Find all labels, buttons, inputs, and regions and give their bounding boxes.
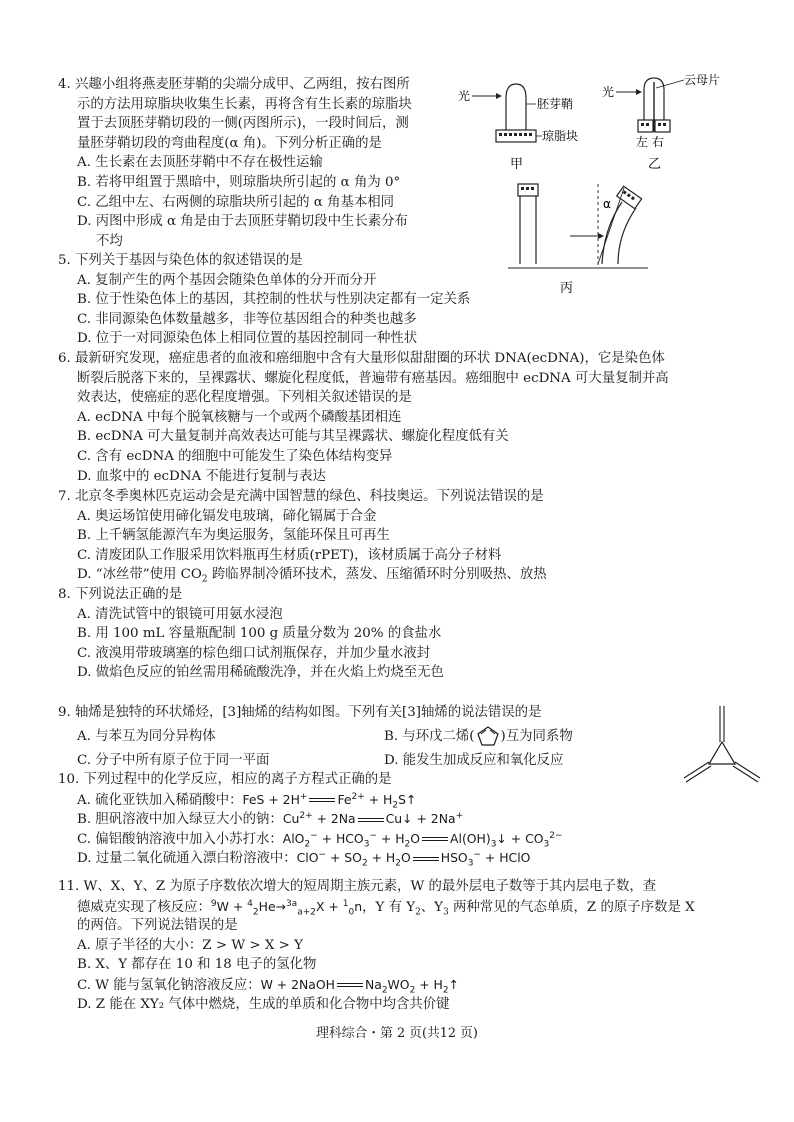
q4-stem-line: 量胚芽鞘切段的弯曲程度(α 角)。下列分析正确的是: [77, 135, 382, 151]
q6-option-a: A. ecDNA 中每个脱氧核糖与一个或两个磷酸基团相连: [77, 409, 402, 425]
q11-option-d: D. Z 能在 XY₂ 气体中燃烧，生成的单质和化合物中均含共价键: [77, 996, 450, 1012]
q7-option-a: A. 奥运场馆使用碲化镉发电玻璃，碲化镉属于合金: [77, 508, 377, 524]
q10-option-b: B. 胆矾溶液中加入绿豆大小的钠：$Cu^{2+} + 2Na$ Cu↓ + 2Na+: [77, 811, 464, 828]
radialene-structure: [682, 702, 762, 792]
coleoptile-jia: [506, 84, 526, 130]
question-4: [58, 75, 412, 251]
bing-arrow-head: [598, 233, 604, 239]
q4-fig-left-right: 左 右: [636, 135, 664, 149]
q5-option-c: C. 非同源染色体数量越多，非等位基因组合的种类也越多: [77, 311, 417, 327]
q11-option-a: A. 原子半径的大小：Z > W > X > Y: [77, 937, 303, 953]
q4-option-b: B. 若将甲组置于黑暗中，则琼脂块所引起的 α 角为 0°: [77, 174, 401, 190]
q5-stem: 5. 下列关于基因与染色体的叙述错误的是: [58, 253, 303, 268]
mica-pointer: [656, 80, 684, 88]
q11-option-b: B. X、Y 都存在 10 和 18 电子的氢化物: [77, 957, 317, 973]
q10-option-c: C. 偏铝酸钠溶液中加入小苏打水：$AlO_2^- + HCO_3^- + H_2O$ $Al(OH)_3↓ + CO_3^{2-}$: [77, 830, 563, 850]
q11-stem-line: 的两倍。下列说法错误的是: [77, 918, 238, 934]
q7-option-b: B. 上千辆氢能源汽车为奥运服务，氢能环保且可再生: [77, 528, 390, 544]
q4-stem-line: 4. 兴趣小组将燕麦胚芽鞘的尖端分成甲、乙两组，按右图所: [58, 77, 410, 92]
page-footer: 理科综合・第 2 页(共12 页): [316, 1026, 478, 1041]
q9-stem: 9. 轴烯是独特的环状烯烃，[3]轴烯的结构如图。下列有关[3]轴烯的说法错误的是: [58, 705, 542, 720]
q10-stem: 10. 下列过程中的化学反应，相应的离子方程式正确的是: [58, 772, 392, 787]
q4-fig-label-bing: 丙: [560, 281, 574, 296]
question-7: [58, 487, 547, 585]
q4-option-d: D. 丙图中形成 α 角是由于去顶胚芽鞘切段中生长素分布: [77, 214, 408, 230]
q9-option-c: C. 分子中所有原子位于同一平面: [77, 752, 270, 768]
q9-options-row-1: [58, 723, 573, 751]
light-arrow-1-head: [496, 93, 502, 99]
q8-stem: 8. 下列说法正确的是: [58, 587, 183, 602]
q9-option-b: B. 与环戊二烯( )互为同系物: [384, 723, 573, 751]
question-10: [58, 770, 563, 868]
q6-option-d: D. 血浆中的 ecDNA 不能进行复制与表达: [77, 468, 326, 484]
q4-fig-mica-label: 云母片: [684, 73, 721, 87]
q4-fig-label-jia: 甲: [510, 157, 524, 172]
q4-fig-light-2: 光: [602, 85, 615, 99]
q7-option-d: D. “冰丝带”使用 $CO_2$ 跨临界制冷循环技术，蒸发、压缩循环时分别吸热、放热: [77, 567, 547, 586]
q4-option-c: C. 乙组中左、右两侧的琼脂块所引起的 α 角基本相同: [77, 194, 395, 210]
angle-line: [598, 188, 624, 264]
question-5: [58, 251, 470, 349]
q6-option-b: B. ecDNA 可大量复制并高效表达可能与其呈裸露状、螺旋化程度低有关: [77, 429, 509, 445]
q4-fig-coleoptile-label: 胚芽鞘: [537, 97, 574, 111]
q9-options-row-2: [58, 751, 564, 771]
q6-stem-line: 6. 最新研究发现，癌症患者的血液和癌细胞中含有大量形似甜甜圈的环状 DNA(ecDNA)，它是染色体: [58, 351, 665, 366]
q4-fig-light-1: 光: [458, 89, 471, 103]
q7-option-c: C. 清废团队工作服采用饮料瓶再生材质(rPET)，该材质属于高分子材料: [77, 547, 502, 563]
q10-option-d: D. 过量二氧化硫通入漂白粉溶液中：$ClO^- + SO_2 + H_2O$ $HSO_3^-$ + HClO: [77, 850, 531, 869]
question-8: [58, 585, 444, 683]
q8-option-b: B. 用 100 mL 容量瓶配制 100 g 质量分数为 20% 的食盐水: [77, 626, 442, 642]
q4-coleoptile-figure: [452, 68, 752, 298]
q4-fig-label-yi: 乙: [648, 157, 662, 172]
cyclopentadiene-icon: [475, 725, 501, 747]
q7-stem: 7. 北京冬季奥林匹克运动会是充满中国智慧的绿色、科技奥运。下列说法错误的是: [58, 489, 544, 504]
q9-option-d: D. 能发生加成反应和氧化反应: [384, 752, 564, 768]
q4-stem-line: 示的方法用琼脂块收集生长素，再将含有生长素的琼脂块: [77, 96, 412, 112]
q11-option-c: C. W 能与氢氧化钠溶液反应：W + 2NaOH $Na_2WO_2$ + $H_2↑$: [77, 976, 459, 996]
q5-option-d: D. 位于一对同源染色体上相同位置的基因控制同一种性状: [77, 331, 418, 347]
q4-option-a: A. 生长素在去顶胚芽鞘中不存在极性运输: [77, 155, 323, 171]
q5-option-b: B. 位于性染色体上的基因，其控制的性状与性别决定都有一定关系: [77, 292, 471, 308]
q4-fig-alpha: α: [603, 197, 611, 211]
question-6: [58, 349, 669, 486]
q4-fig-agar-label: 琼脂块: [542, 129, 579, 143]
q11-stem-line: 德威克实现了核反应：$^9$W + $^4_2$He→$^{3a}_{a+2}$X + $^1_0$n，Y 有 $Y_2$、$Y_3$ 两种常见的气态单质，Z 的原子序数是 X: [77, 898, 695, 918]
q4-stem-line: 置于去顶胚芽鞘切段的一侧(丙图所示)，一段时间后，测: [77, 116, 409, 132]
q6-option-c: C. 含有 ecDNA 的细胞中可能发生了染色体结构变异: [77, 448, 393, 464]
agar-block-yi-right: [655, 120, 670, 132]
q8-option-c: C. 液溴用带玻璃塞的棕色细口试剂瓶保存，并加少量水液封: [77, 645, 431, 661]
q8-option-d: D. 做焰色反应的铂丝需用稀硫酸洗净，并在火焰上灼烧至无色: [77, 665, 444, 681]
question-9: [58, 703, 573, 770]
q9-option-a: A. 与苯互为同分异构体: [77, 728, 216, 744]
q10-option-a: A. 硫化亚铁加入稀硝酸中：FeS + 2H+ $Fe^{2+}$ + $H_2S↑$: [77, 791, 417, 811]
q4-option-d-continued: 不均: [96, 233, 123, 249]
q11-stem-line: 11. W、X、Y、Z 为原子序数依次增大的短周期主族元素，W 的最外层电子数等于其内层电子数，查: [58, 879, 657, 894]
q6-stem-line: 效表达，使癌症的恶化程度增强。下列相关叙述错误的是: [77, 390, 412, 406]
bent-coleoptile: [602, 202, 636, 264]
q5-option-a: A. 复制产生的两个基因会随染色单体的分开而分开: [77, 272, 377, 288]
q8-option-a: A. 清洗试管中的银镜可用氨水浸泡: [77, 606, 283, 622]
q6-stem-line: 断裂后脱落下来的，呈裸露状、螺旋化程度低，普遍带有癌基因。癌细胞中 ecDNA 可大量复制并高: [77, 370, 669, 386]
question-11: [58, 877, 695, 1014]
light-arrow-2-head: [636, 89, 642, 95]
agar-block-yi-left: [638, 120, 653, 132]
